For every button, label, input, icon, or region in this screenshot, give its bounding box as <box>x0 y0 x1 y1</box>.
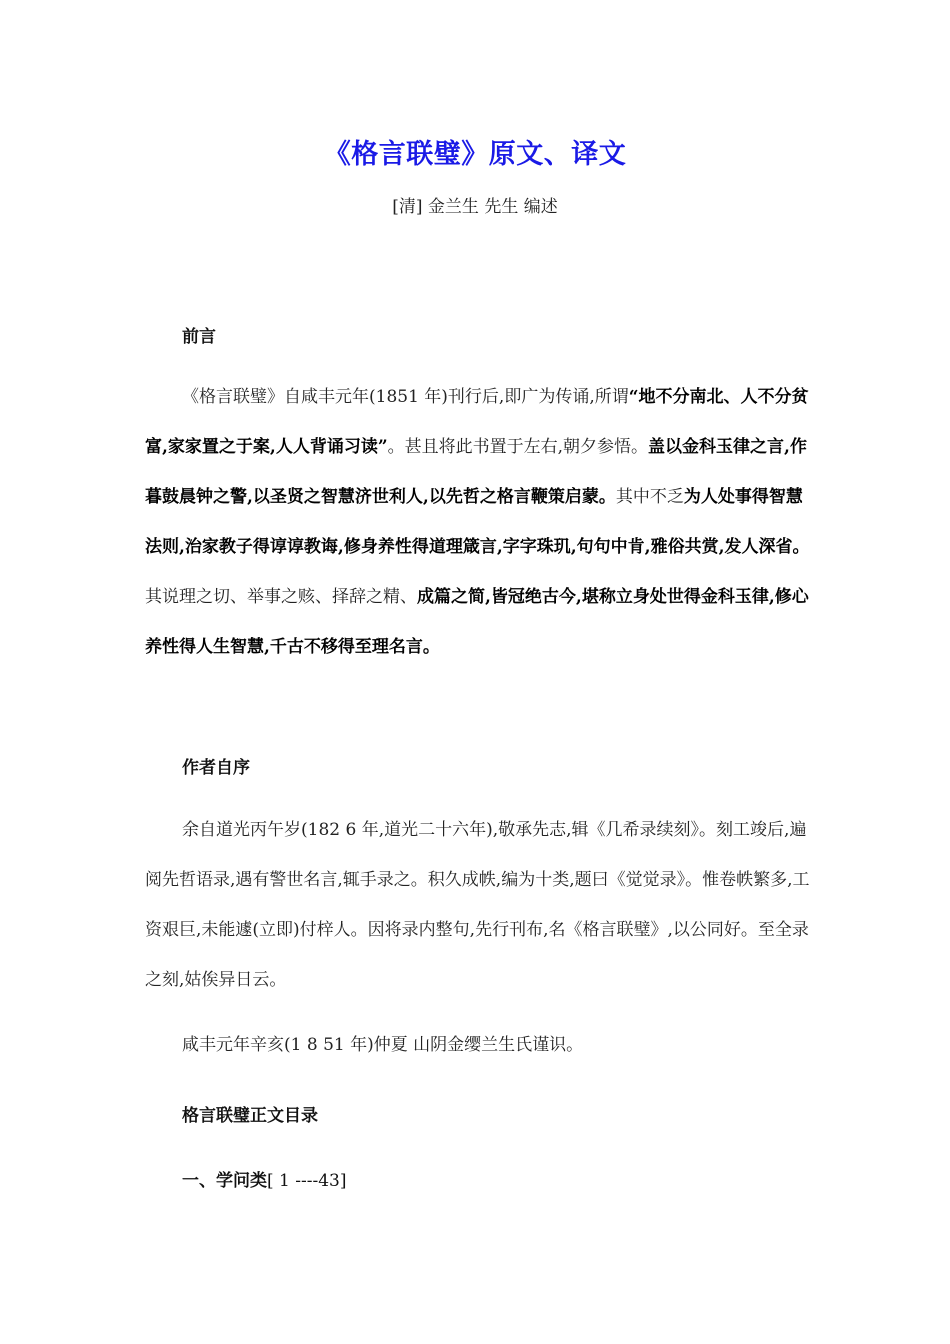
author-preface-paragraph: 余自道光丙午岁(182 6 年,道光二十六年),敬承先志,辑《几希录续刻》。刻工竣后,遍阅先哲语录,遇有警世名言,辄手录之。积久成帙,编为十类,题曰《觉觉录》。惟卷帙繁多,工资艰巨,未能遽(立即)付梓人。因将录内整句,先行刊布,名《格言联璧》,以公同好。至全录之刻,姑俟异日云。 <box>145 820 810 990</box>
contents-heading: 格言联璧正文目录 <box>182 1106 318 1126</box>
preface-text: 其中不乏 <box>615 487 684 507</box>
preface-text: 《格言联璧》自咸丰元年(1851 年)刊行后,即广为传诵,所谓 <box>182 387 629 407</box>
preface-text: 。甚且将此书置于左右,朝夕参悟。 <box>387 437 649 457</box>
preface-emphasis-text: 成篇之简,皆冠绝古今,堪称立身处世得金科玉律,修心养性得人生智慧,千古不移得至理名言。 <box>145 587 809 657</box>
preface-emphasis-text: “地不分南北、人不分贫富,家家置之于案,人人背诵习读” <box>145 387 809 457</box>
contents-item-label: 一、学问类 <box>182 1171 267 1191</box>
contents-item-1[interactable] <box>182 1166 347 1191</box>
preface-emphasis-text: 为人处事得智慧法则,治家教子得谆谆教诲,修身养性得道理箴言,字字珠玑,句句中肯,雅俗共赏,发人深省。 <box>145 487 810 557</box>
document-title: 《格言联璧》原文、译文 <box>323 139 627 170</box>
contents-item-range: [ 1 ----43] <box>267 1171 347 1191</box>
author-line: [清] 金兰生 先生 编述 <box>392 197 558 217</box>
preface-paragraph <box>145 372 810 672</box>
preface-text: 其说理之切、举事之赅、择辞之精、 <box>145 587 417 607</box>
author-preface-heading: 作者自序 <box>182 758 250 778</box>
preface-emphasis-text: 盖以金科玉律之言,作暮鼓晨钟之警,以圣贤之智慧济世利人,以先哲之格言鞭策启蒙。 <box>145 437 807 507</box>
author-preface-signature: 咸丰元年辛亥(1 8 51 年)仲夏 山阴金缨兰生氏谨识。 <box>182 1035 584 1055</box>
preface-heading: 前言 <box>182 327 216 347</box>
